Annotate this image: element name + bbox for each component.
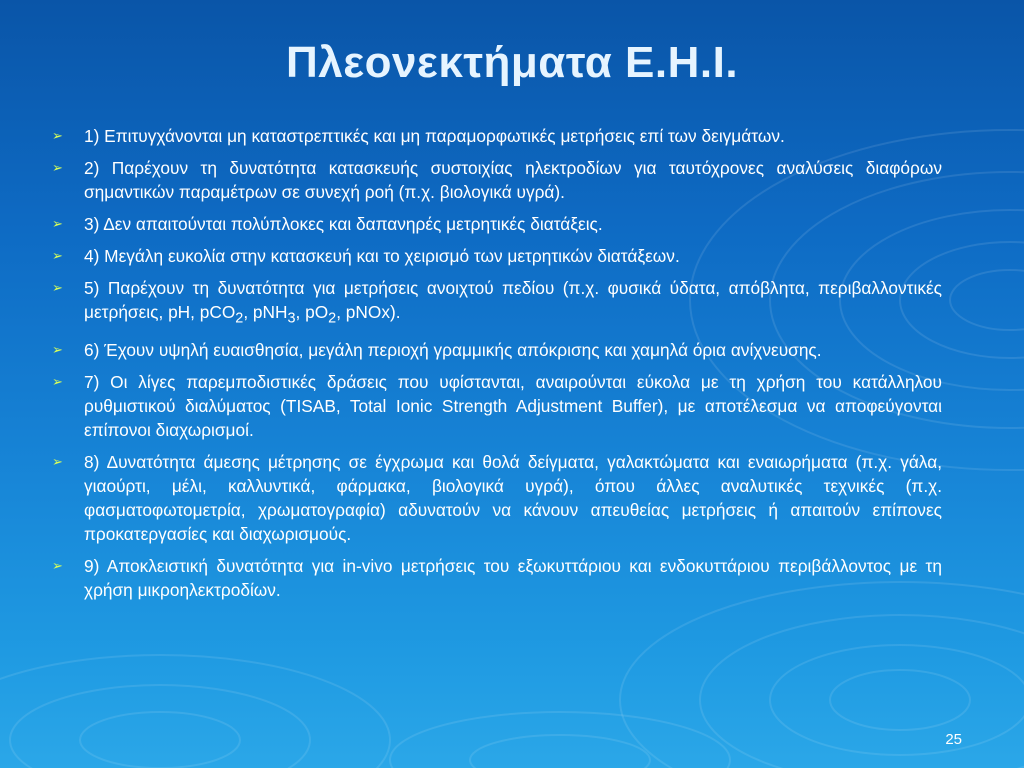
bullet-item-4 [52, 244, 942, 268]
subscript: 2 [235, 310, 244, 327]
arrow-bullet-icon: ➢ [52, 280, 63, 295]
arrow-bullet-icon: ➢ [52, 248, 63, 263]
slide-title: Πλεονεκτήματα Ε.Η.Ι. [285, 38, 739, 87]
bullet-text: 4) Μεγάλη ευκολία στην κατασκευή και το χειρισμό των μετρητικών διατάξεων. [84, 246, 680, 266]
arrow-bullet-icon: ➢ [52, 374, 63, 390]
page-number: 25 [945, 731, 962, 748]
bullet-text-part: , pNH [243, 302, 288, 322]
bullet-item-2 [52, 156, 942, 204]
bullet-text: 3) Δεν απαιτούνται πολύπλοκες και δαπανηρές μετρητικές διατάξεις. [84, 214, 603, 234]
bullet-list [52, 124, 942, 610]
subscript: 2 [328, 310, 337, 327]
arrow-bullet-icon: ➢ [52, 342, 63, 358]
bullet-text: 2) Παρέχουν τη δυνατότητα κατασκευής συστοιχίας ηλεκτροδίων για ταυτόχρονες αναλύσεις διαφόρων σημαντικών παραμέτρων σε συνεχή ροή (π.χ. βιολογικά υγρά). [84, 158, 942, 202]
bullet-text: 9) Αποκλειστική δυνατότητα για in-vivo μετρήσεις του εξωκυττάριου και ενδοκυττάριου περιβάλλοντος με τη χρήση μικροηλεκτροδίων. [84, 556, 942, 601]
bullet-item-9 [52, 554, 942, 602]
bullet-item-8 [52, 450, 942, 546]
arrow-bullet-icon: ➢ [52, 160, 63, 175]
bullet-text-part: , pO [295, 302, 329, 322]
arrow-bullet-icon: ➢ [52, 558, 63, 574]
bullet-item-1 [52, 124, 942, 148]
arrow-bullet-icon: ➢ [52, 216, 63, 231]
bullet-item-5 [52, 276, 942, 330]
bullet-text-part: , pNOx). [336, 302, 401, 322]
bullet-text: 8) Δυνατότητα άμεσης μέτρησης σε έγχρωμα και θολά δείγματα, γαλακτώματα και εναιωρήματα (π.χ. γάλα, γιαούρτι, μέλι, καλλυντικά, φάρμακα, βιολογικά υγρά), όπου άλλες αναλυτικές τεχνικές (π.χ. φασματοφωτομετρία, χρωματογραφία) αδυνατούν να κάνουν απευθείας μετρήσεις ή απαιτούν επίπονες προκατεργασίες και διαχωρισμούς. [84, 452, 942, 545]
bullet-text: 6) Έχουν υψηλή ευαισθησία, μεγάλη περιοχή γραμμικής απόκρισης και χαμηλά όρια ανίχνευσης. [84, 340, 822, 361]
bullet-item-3 [52, 212, 942, 236]
arrow-bullet-icon: ➢ [52, 128, 63, 143]
bullet-text: 7) Οι λίγες παρεμποδιστικές δράσεις που υφίστανται, αναιρούνται εύκολα με τη χρήση του κατάλληλου ρυθμιστικού διαλύματος (TISAB, Total Ionic Strength Adjustment Buffer), με αποτέλεσμα να αποφεύγονται επίπονοι διαχωρισμοί. [84, 372, 942, 441]
subscript: 3 [287, 310, 296, 327]
bullet-item-7 [52, 370, 942, 442]
bullet-text [84, 278, 942, 327]
bullet-item-6 [52, 338, 942, 362]
arrow-bullet-icon: ➢ [52, 454, 63, 470]
bullet-text: 1) Επιτυγχάνονται μη καταστρεπτικές και μη παραμορφωτικές μετρήσεις επί των δειγμάτων. [84, 126, 785, 146]
bullet-text-part: 5) Παρέχουν τη δυνατότητα για μετρήσεις ανοιχτού πεδίου (π.χ. φυσικά ύδατα, απόβλητα, περιβαλλοντικές μετρήσεις, pH, pCO [84, 278, 942, 322]
